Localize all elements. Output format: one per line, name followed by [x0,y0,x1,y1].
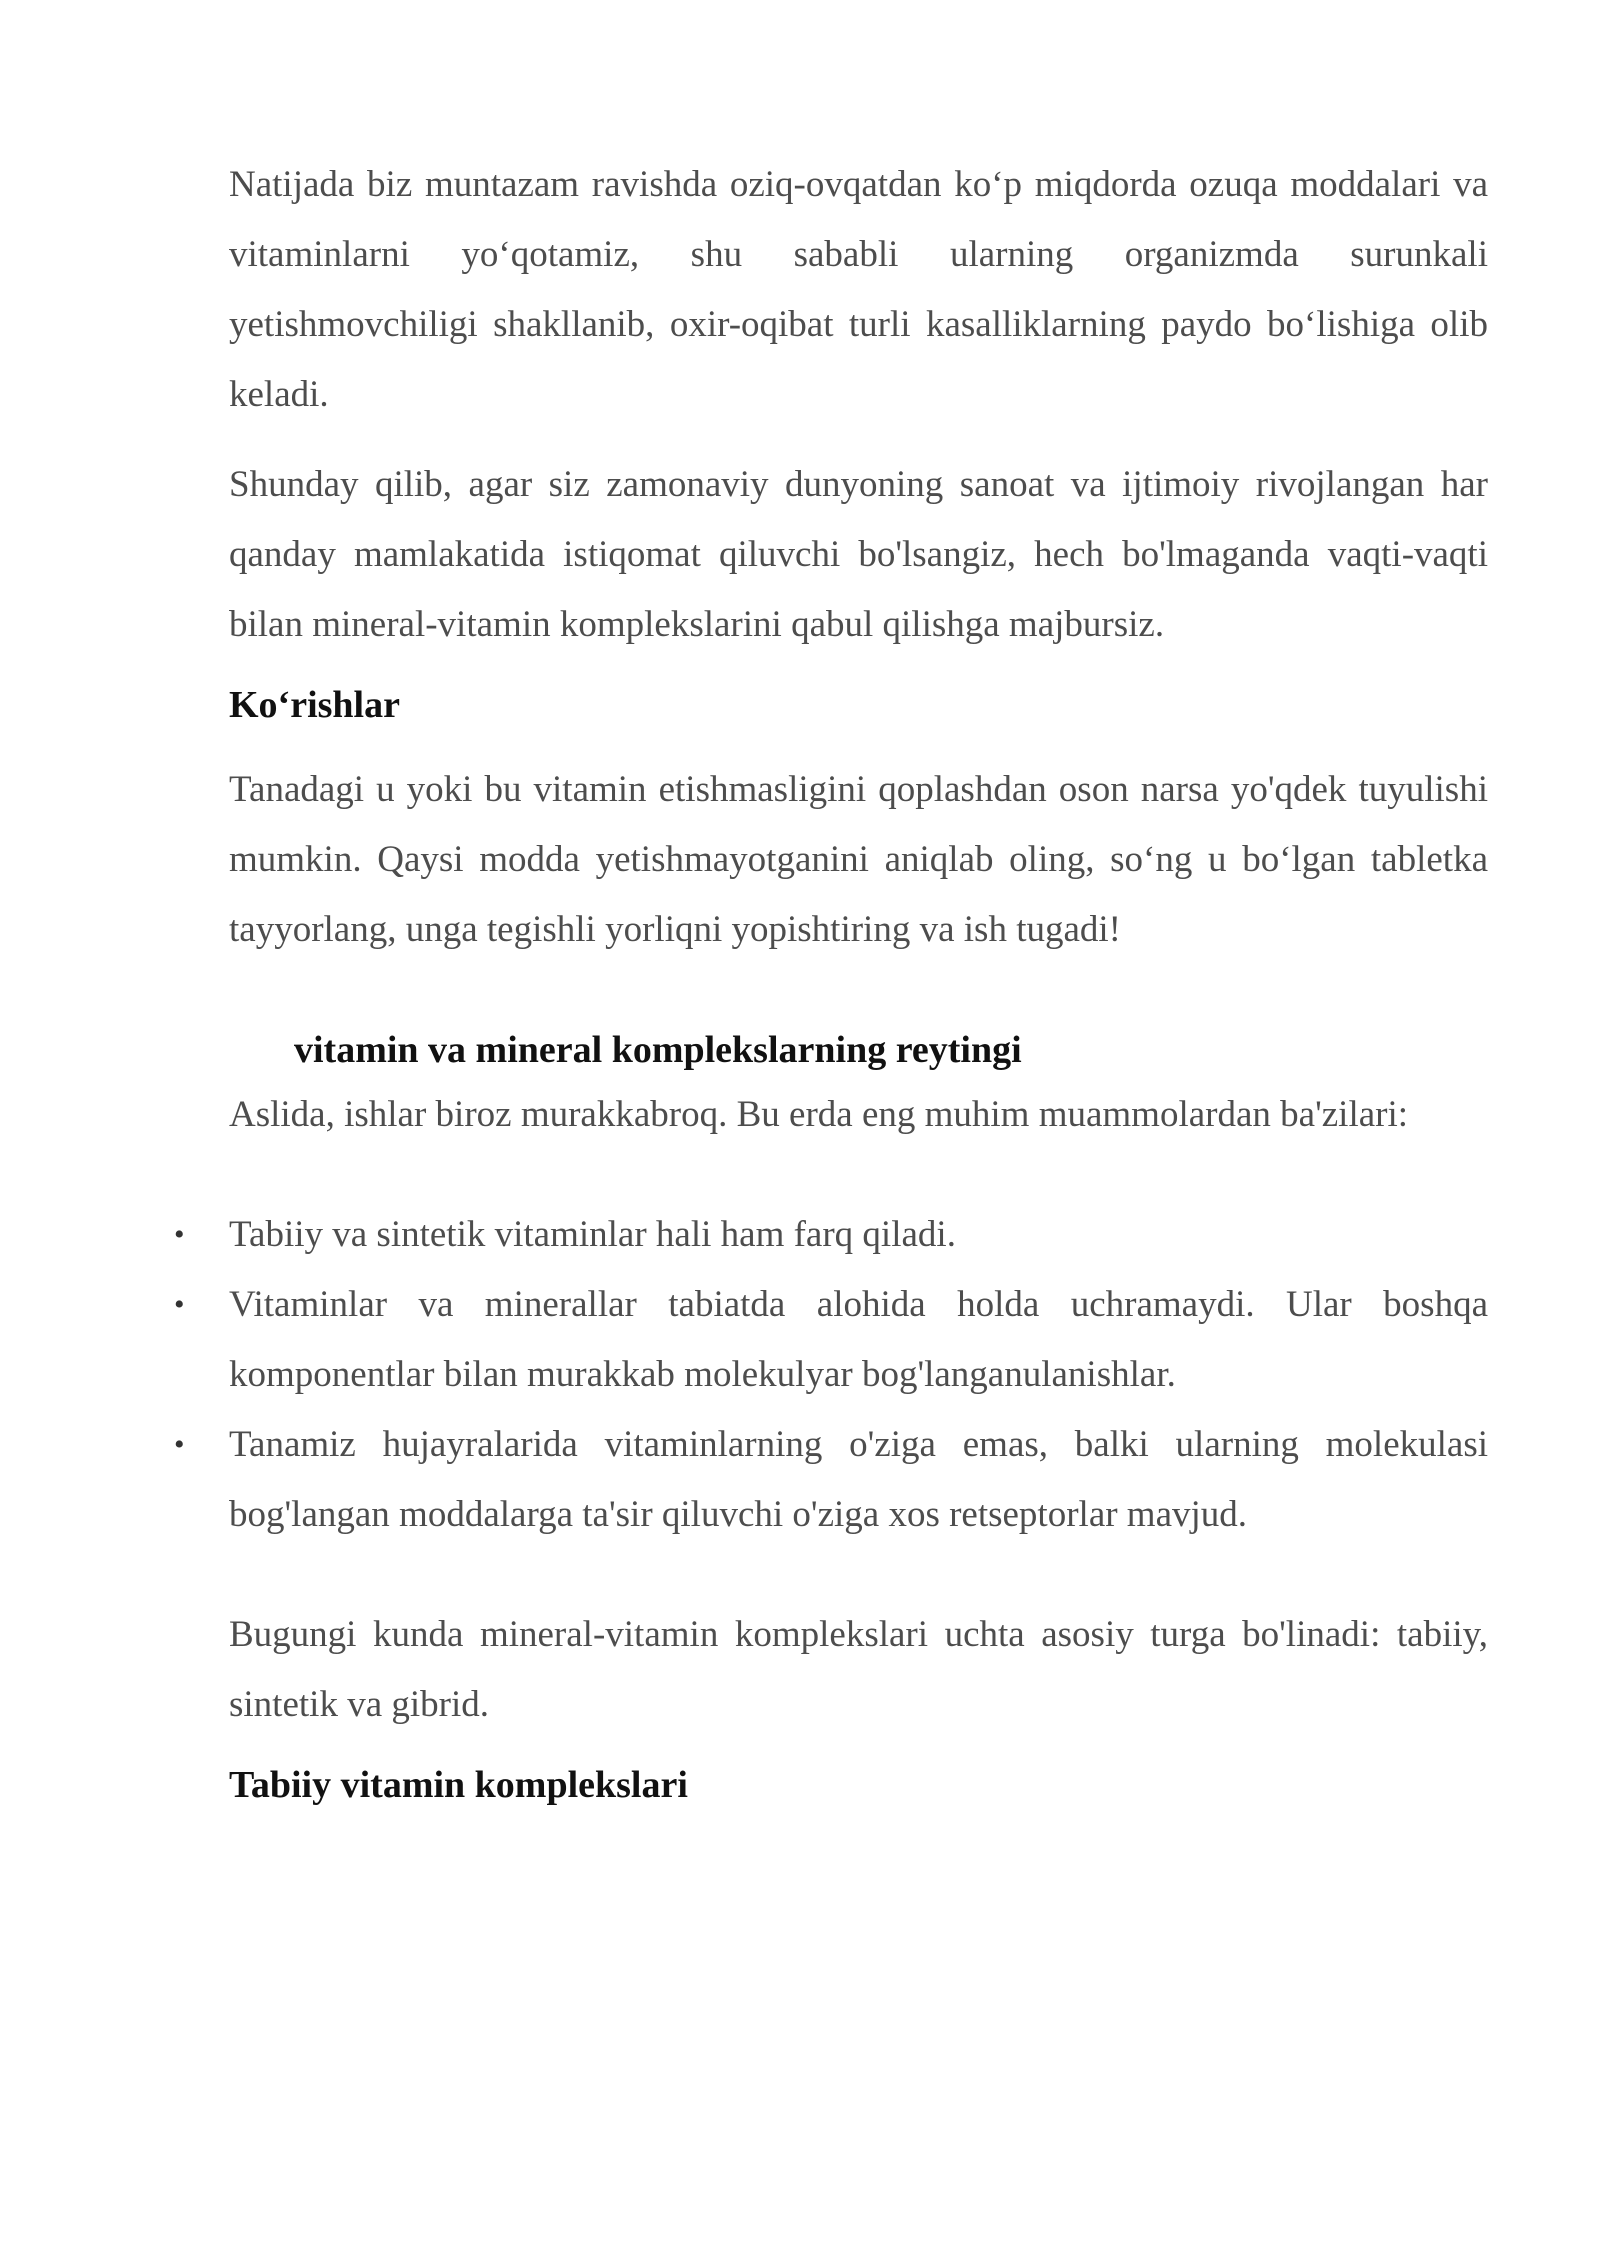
list-item [174,1270,1488,1410]
paragraph-deficiency-fix: Tanadagi u yoki bu vitamin etishmasligini qoplashdan oson narsa yo'qdek tuyulishi mumkin. Qaysi modda yetishmayotganini aniqlab oling, so‘ng u bo‘lgan tabletka tayyorlang, unga tegishli yorliqni yopishtiring va ish tugadi! [229,769,1488,950]
bullet-text: Tabiiy va sintetik vitaminlar hali ham farq qiladi. [229,1214,956,1255]
list-item [174,1200,1488,1270]
bullet-text: Vitaminlar va minerallar tabiatda alohida holda uchramaydi. Ular boshqa komponentlar bilan murakkab molekulyar bog'langanulanishlar. [229,1284,1488,1395]
subheading-ranking: vitamin va mineral komplekslarning reytingi [294,1029,1022,1071]
bullet-text: Tanamiz hujayralarida vitaminlarning o'ziga emas, balki ularning molekulasi bog'langan moddalarga ta'sir qiluvchi o'ziga xos retseptorlar mavjud. [229,1424,1488,1535]
heading-korishlar: Ko‘rishlar [229,684,400,726]
bullet-icon: • [174,1288,185,1321]
paragraph-mineral-vitamin-intake: Shunday qilib, agar siz zamonaviy dunyoning sanoat va ijtimoiy rivojlangan har qanday mamlakatida istiqomat qiluvchi bo'lsangiz, hech bo'lmaganda vaqti-vaqti bilan mineral-vitamin komplekslarini qabul qilishga majbursiz. [229,464,1488,645]
problems-bullet-list [174,1200,1488,1550]
paragraph-complex-types: Bugungi kunda mineral-vitamin komplekslari uchta asosiy turga bo'linadi: tabiiy, sintetik va gibrid. [229,1614,1488,1725]
paragraph-nutrient-loss: Natijada biz muntazam ravishda oziq-ovqatdan ko‘p miqdorda ozuqa moddalari va vitaminlarni yo‘qotamiz, shu sababli ularning organizmda surunkali yetishmovchiligi shakllanib, oxir-oqibat turli kasalliklarning paydo bo‘lishiga olib keladi. [229,164,1488,415]
heading-natural-complexes: Tabiiy vitamin komplekslari [229,1764,688,1806]
bullet-icon: • [174,1218,185,1251]
document-body [174,150,1488,1815]
bullet-icon: • [174,1428,185,1461]
list-item [174,1410,1488,1550]
paragraph-problems-intro: Aslida, ishlar biroz murakkabroq. Bu erda eng muhim muammolardan ba'zilari: [229,1094,1409,1135]
